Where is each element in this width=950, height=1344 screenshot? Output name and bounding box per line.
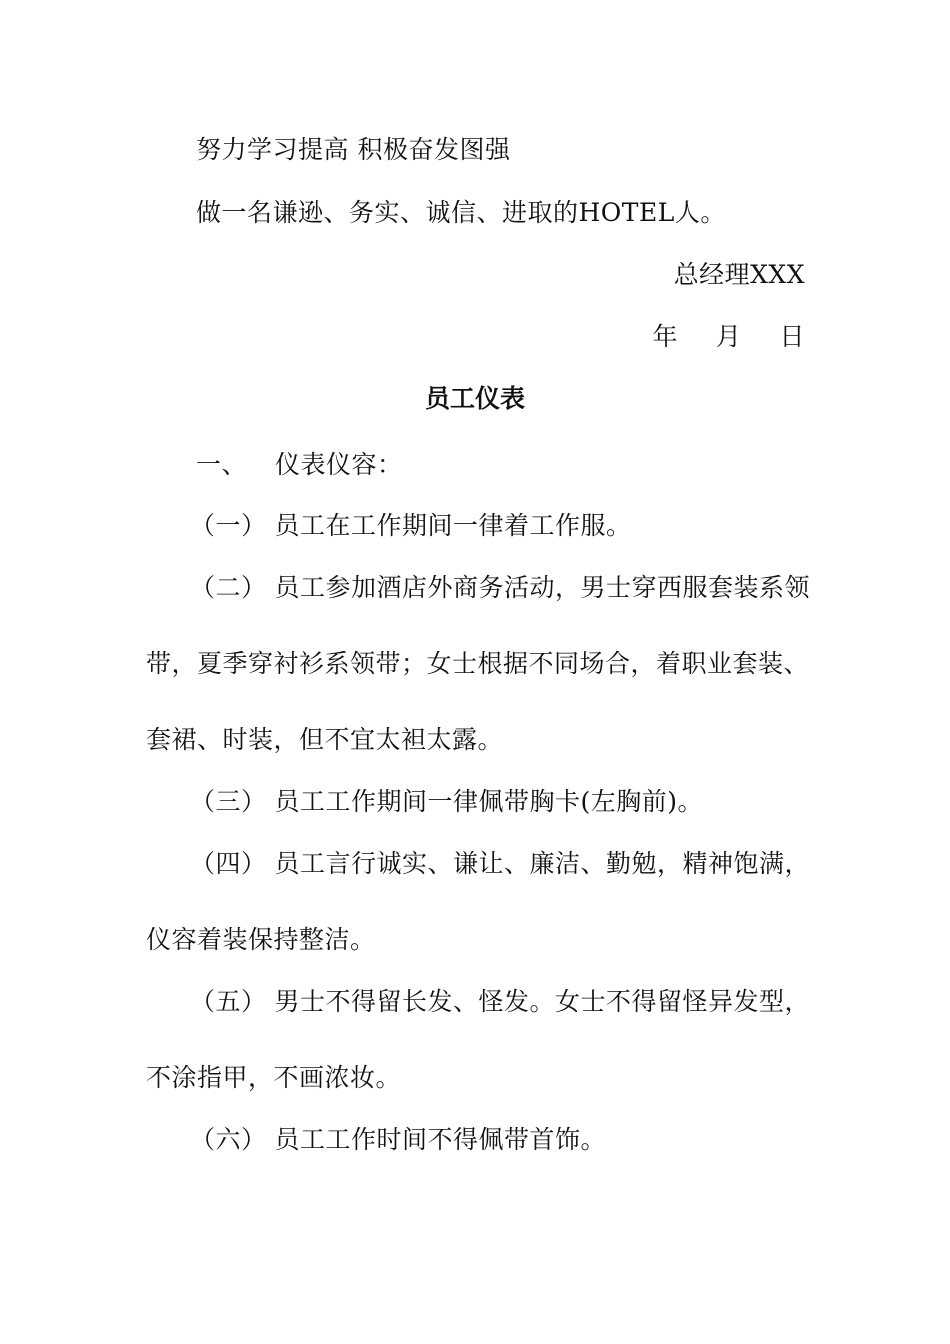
item-continuation: 套裙、时装，但不宜太袒太露。 bbox=[146, 725, 504, 754]
item-number: （一） bbox=[190, 511, 267, 540]
list-item bbox=[190, 986, 810, 1018]
item-continuation: 不涂指甲，不画浓妆。 bbox=[146, 1063, 402, 1092]
signature-date bbox=[652, 321, 805, 353]
motto-line-1: 努力学习提高 积极奋发图强 bbox=[196, 135, 511, 164]
item-text: 男士不得留长发、怪发。女士不得留怪异发型， bbox=[274, 987, 811, 1016]
item-text: 员工工作期间一律佩带胸卡(左胸前)。 bbox=[274, 787, 704, 816]
item-number: （五） bbox=[190, 987, 267, 1016]
section-heading-text: 仪表仪容： bbox=[275, 450, 403, 479]
date-day: 日 bbox=[779, 322, 805, 351]
item-continuation: 带，夏季穿衬衫系领带；女士根据不同场合，着职业套装、 bbox=[146, 649, 810, 678]
date-year: 年 bbox=[652, 322, 678, 351]
list-item bbox=[190, 510, 632, 542]
item-text: 员工工作时间不得佩带首饰。 bbox=[274, 1125, 607, 1154]
section-heading-number: 一、 bbox=[196, 450, 248, 479]
list-item bbox=[190, 786, 703, 818]
item-text: 员工言行诚实、谦让、廉洁、勤勉，精神饱满， bbox=[274, 849, 811, 878]
section-title: 员工仪表 bbox=[424, 384, 525, 413]
item-number: （四） bbox=[190, 849, 267, 878]
motto-line-2: 做一名谦逊、务实、诚信、进取的HOTEL人。 bbox=[196, 198, 726, 227]
list-item bbox=[190, 848, 810, 880]
signature-name: 总经理XXX bbox=[673, 260, 805, 289]
item-text: 员工在工作期间一律着工作服。 bbox=[274, 511, 632, 540]
item-continuation: 仪容着装保持整洁。 bbox=[146, 925, 376, 954]
item-number: （六） bbox=[190, 1125, 267, 1154]
date-month: 月 bbox=[715, 322, 742, 351]
list-item bbox=[190, 1124, 606, 1156]
list-item bbox=[190, 572, 810, 604]
item-text: 员工参加酒店外商务活动，男士穿西服套装系领 bbox=[274, 573, 811, 602]
item-number: （二） bbox=[190, 573, 267, 602]
section-heading bbox=[196, 449, 403, 481]
item-number: （三） bbox=[190, 787, 267, 816]
